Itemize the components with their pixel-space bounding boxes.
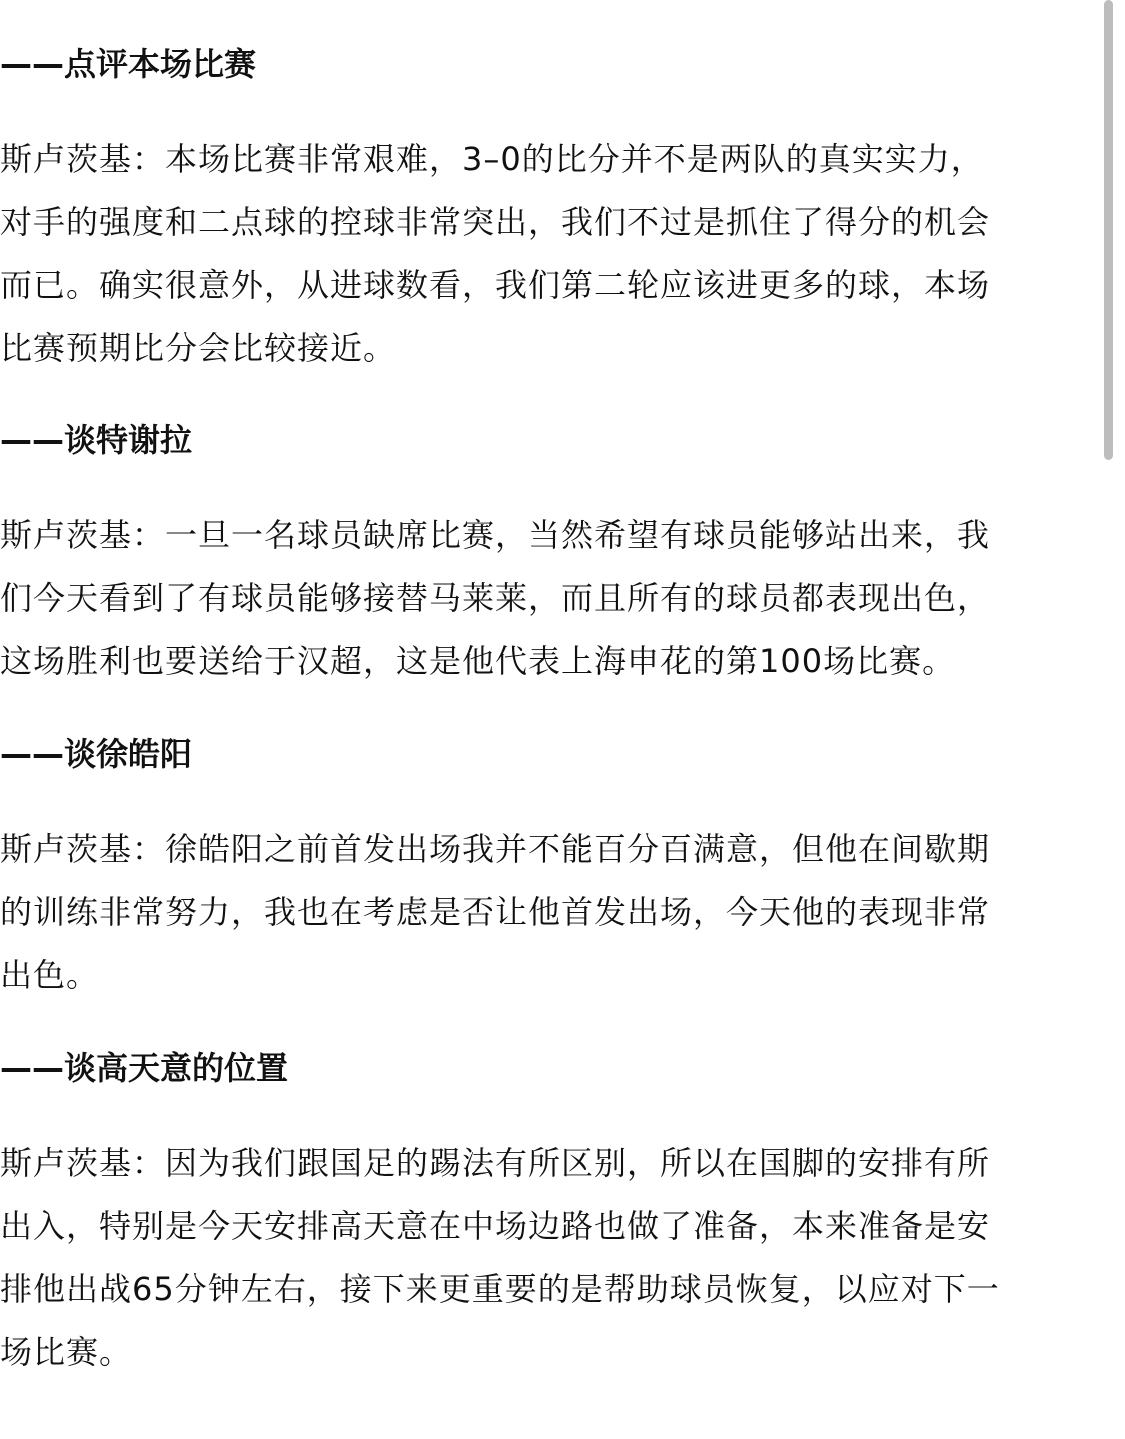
paragraph-line: 而已。确实很意外，从进球数看，我们第二轮应该进更多的球，本场 [0, 266, 991, 304]
section-paragraph-xu-haoyang [0, 818, 1080, 1007]
section-paragraph-match-review [0, 128, 1080, 380]
paragraph-line: 场比赛。 [0, 1333, 133, 1371]
paragraph-line: 们今天看到了有球员能够接替马莱莱，而且所有的球员都表现出色， [0, 579, 991, 617]
paragraph-line: 比赛预期比分会比较接近。 [0, 329, 397, 367]
vertical-scrollbar[interactable] [1104, 0, 1113, 460]
paragraph-line: 对手的强度和二点球的控球非常突出，我们不过是抓住了得分的机会 [0, 203, 991, 241]
paragraph-line: 斯卢茨基：一旦一名球员缺席比赛，当然希望有球员能够站出来，我 [0, 516, 991, 554]
paragraph-line: 出色。 [0, 956, 100, 994]
section-paragraph-gao-tianyi [0, 1132, 1080, 1384]
paragraph-line: 排他出战65分钟左右，接下来更重要的是帮助球员恢复，以应对下一 [0, 1270, 1000, 1308]
section-paragraph-teixeira [0, 504, 1080, 693]
section-heading-gao-tianyi: ——谈高天意的位置 [0, 1049, 289, 1087]
paragraph-line: 出入，特别是今天安排高天意在中场边路也做了准备，本来准备是安 [0, 1207, 991, 1245]
section-heading-match-review: ——点评本场比赛 [0, 45, 257, 83]
paragraph-line: 斯卢茨基：因为我们跟国足的踢法有所区别，所以在国脚的安排有所 [0, 1144, 991, 1182]
section-heading-teixeira: ——谈特谢拉 [0, 421, 193, 459]
paragraph-line: 斯卢茨基：本场比赛非常艰难，3–0的比分并不是两队的真实实力， [0, 140, 984, 178]
paragraph-line: 这场胜利也要送给于汉超，这是他代表上海申花的第100场比赛。 [0, 642, 956, 680]
paragraph-line: 的训练非常努力，我也在考虑是否让他首发出场，今天他的表现非常 [0, 893, 991, 931]
section-heading-xu-haoyang: ——谈徐皓阳 [0, 735, 193, 773]
paragraph-line: 斯卢茨基：徐皓阳之前首发出场我并不能百分百满意，但他在间歇期 [0, 830, 991, 868]
